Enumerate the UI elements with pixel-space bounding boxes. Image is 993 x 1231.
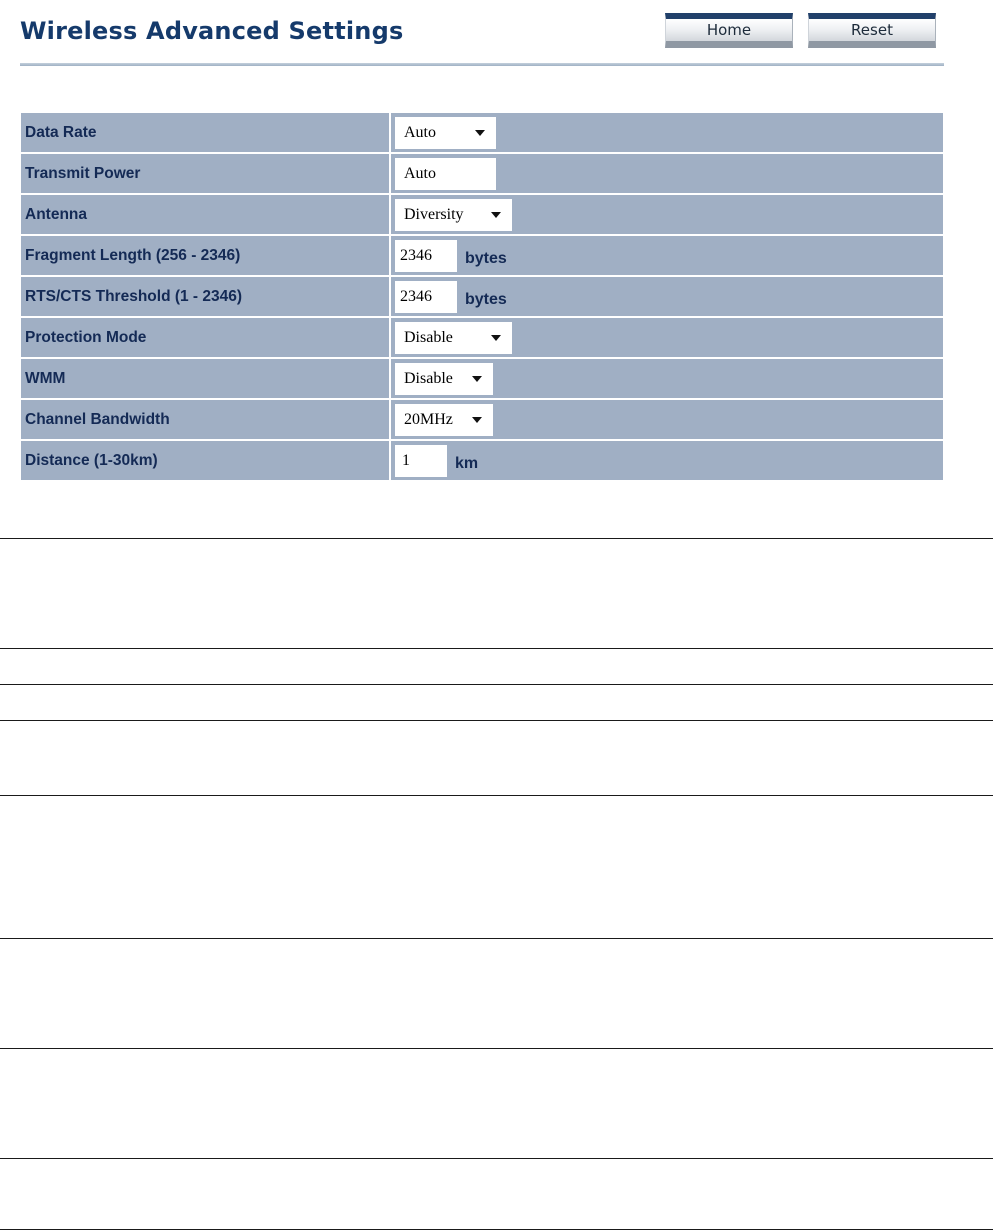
setting-row-transmit-power [21, 154, 943, 193]
chevron-down-icon [472, 376, 482, 382]
input-value: 2346 [400, 246, 432, 264]
select-value: Disable [404, 369, 453, 387]
protection-mode-select[interactable] [395, 322, 512, 354]
divider [0, 1048, 993, 1049]
page-title: Wireless Advanced Settings [20, 17, 404, 45]
setting-label: RTS/CTS Threshold (1 - 2346) [21, 277, 389, 316]
setting-row-protection-mode [21, 318, 943, 357]
antenna-select[interactable] [395, 199, 512, 231]
data-rate-select[interactable] [395, 117, 496, 149]
select-value: Diversity [404, 205, 464, 223]
setting-label: Fragment Length (256 - 2346) [21, 236, 389, 275]
distance-field[interactable] [395, 445, 447, 477]
unit-label: bytes [465, 249, 507, 267]
chevron-down-icon [491, 335, 501, 341]
select-value: Auto [404, 123, 436, 141]
setting-label: Protection Mode [21, 318, 389, 357]
setting-label: Data Rate [21, 113, 389, 152]
unit-label: km [455, 454, 479, 472]
title-divider [20, 63, 944, 66]
setting-label: Channel Bandwidth [21, 400, 389, 439]
divider [0, 938, 993, 939]
input-value: 2346 [400, 287, 432, 305]
fragment-length-field[interactable] [395, 240, 457, 272]
input-value: 1 [402, 451, 410, 469]
chevron-down-icon [475, 130, 485, 136]
divider [0, 720, 993, 721]
divider [0, 1158, 993, 1159]
divider [0, 538, 993, 539]
divider [0, 684, 993, 685]
setting-label: Antenna [21, 195, 389, 234]
chevron-down-icon [472, 417, 482, 423]
settings-table [19, 111, 945, 482]
home-button[interactable]: Home [665, 13, 793, 48]
input-value: Auto [404, 164, 436, 182]
divider [0, 1229, 993, 1230]
divider [0, 648, 993, 649]
unit-label: bytes [465, 290, 507, 308]
setting-label: Transmit Power [21, 154, 389, 193]
rts-cts-threshold-field[interactable] [395, 281, 457, 313]
select-value: Disable [404, 328, 453, 346]
setting-row-wmm [21, 359, 943, 398]
setting-row-distance [21, 441, 943, 480]
transmit-power-field[interactable] [395, 158, 496, 190]
setting-row-channel-bandwidth [21, 400, 943, 439]
setting-row-antenna [21, 195, 943, 234]
setting-row-rts-cts-threshold [21, 277, 943, 316]
setting-row-data-rate [21, 113, 943, 152]
chevron-down-icon [491, 212, 501, 218]
divider [0, 795, 993, 796]
setting-label: Distance (1-30km) [21, 441, 389, 480]
setting-label: WMM [21, 359, 389, 398]
wmm-select[interactable] [395, 363, 493, 395]
select-value: 20MHz [404, 410, 453, 428]
reset-button[interactable]: Reset [808, 13, 936, 48]
channel-bandwidth-select[interactable] [395, 404, 493, 436]
setting-row-fragment-length [21, 236, 943, 275]
